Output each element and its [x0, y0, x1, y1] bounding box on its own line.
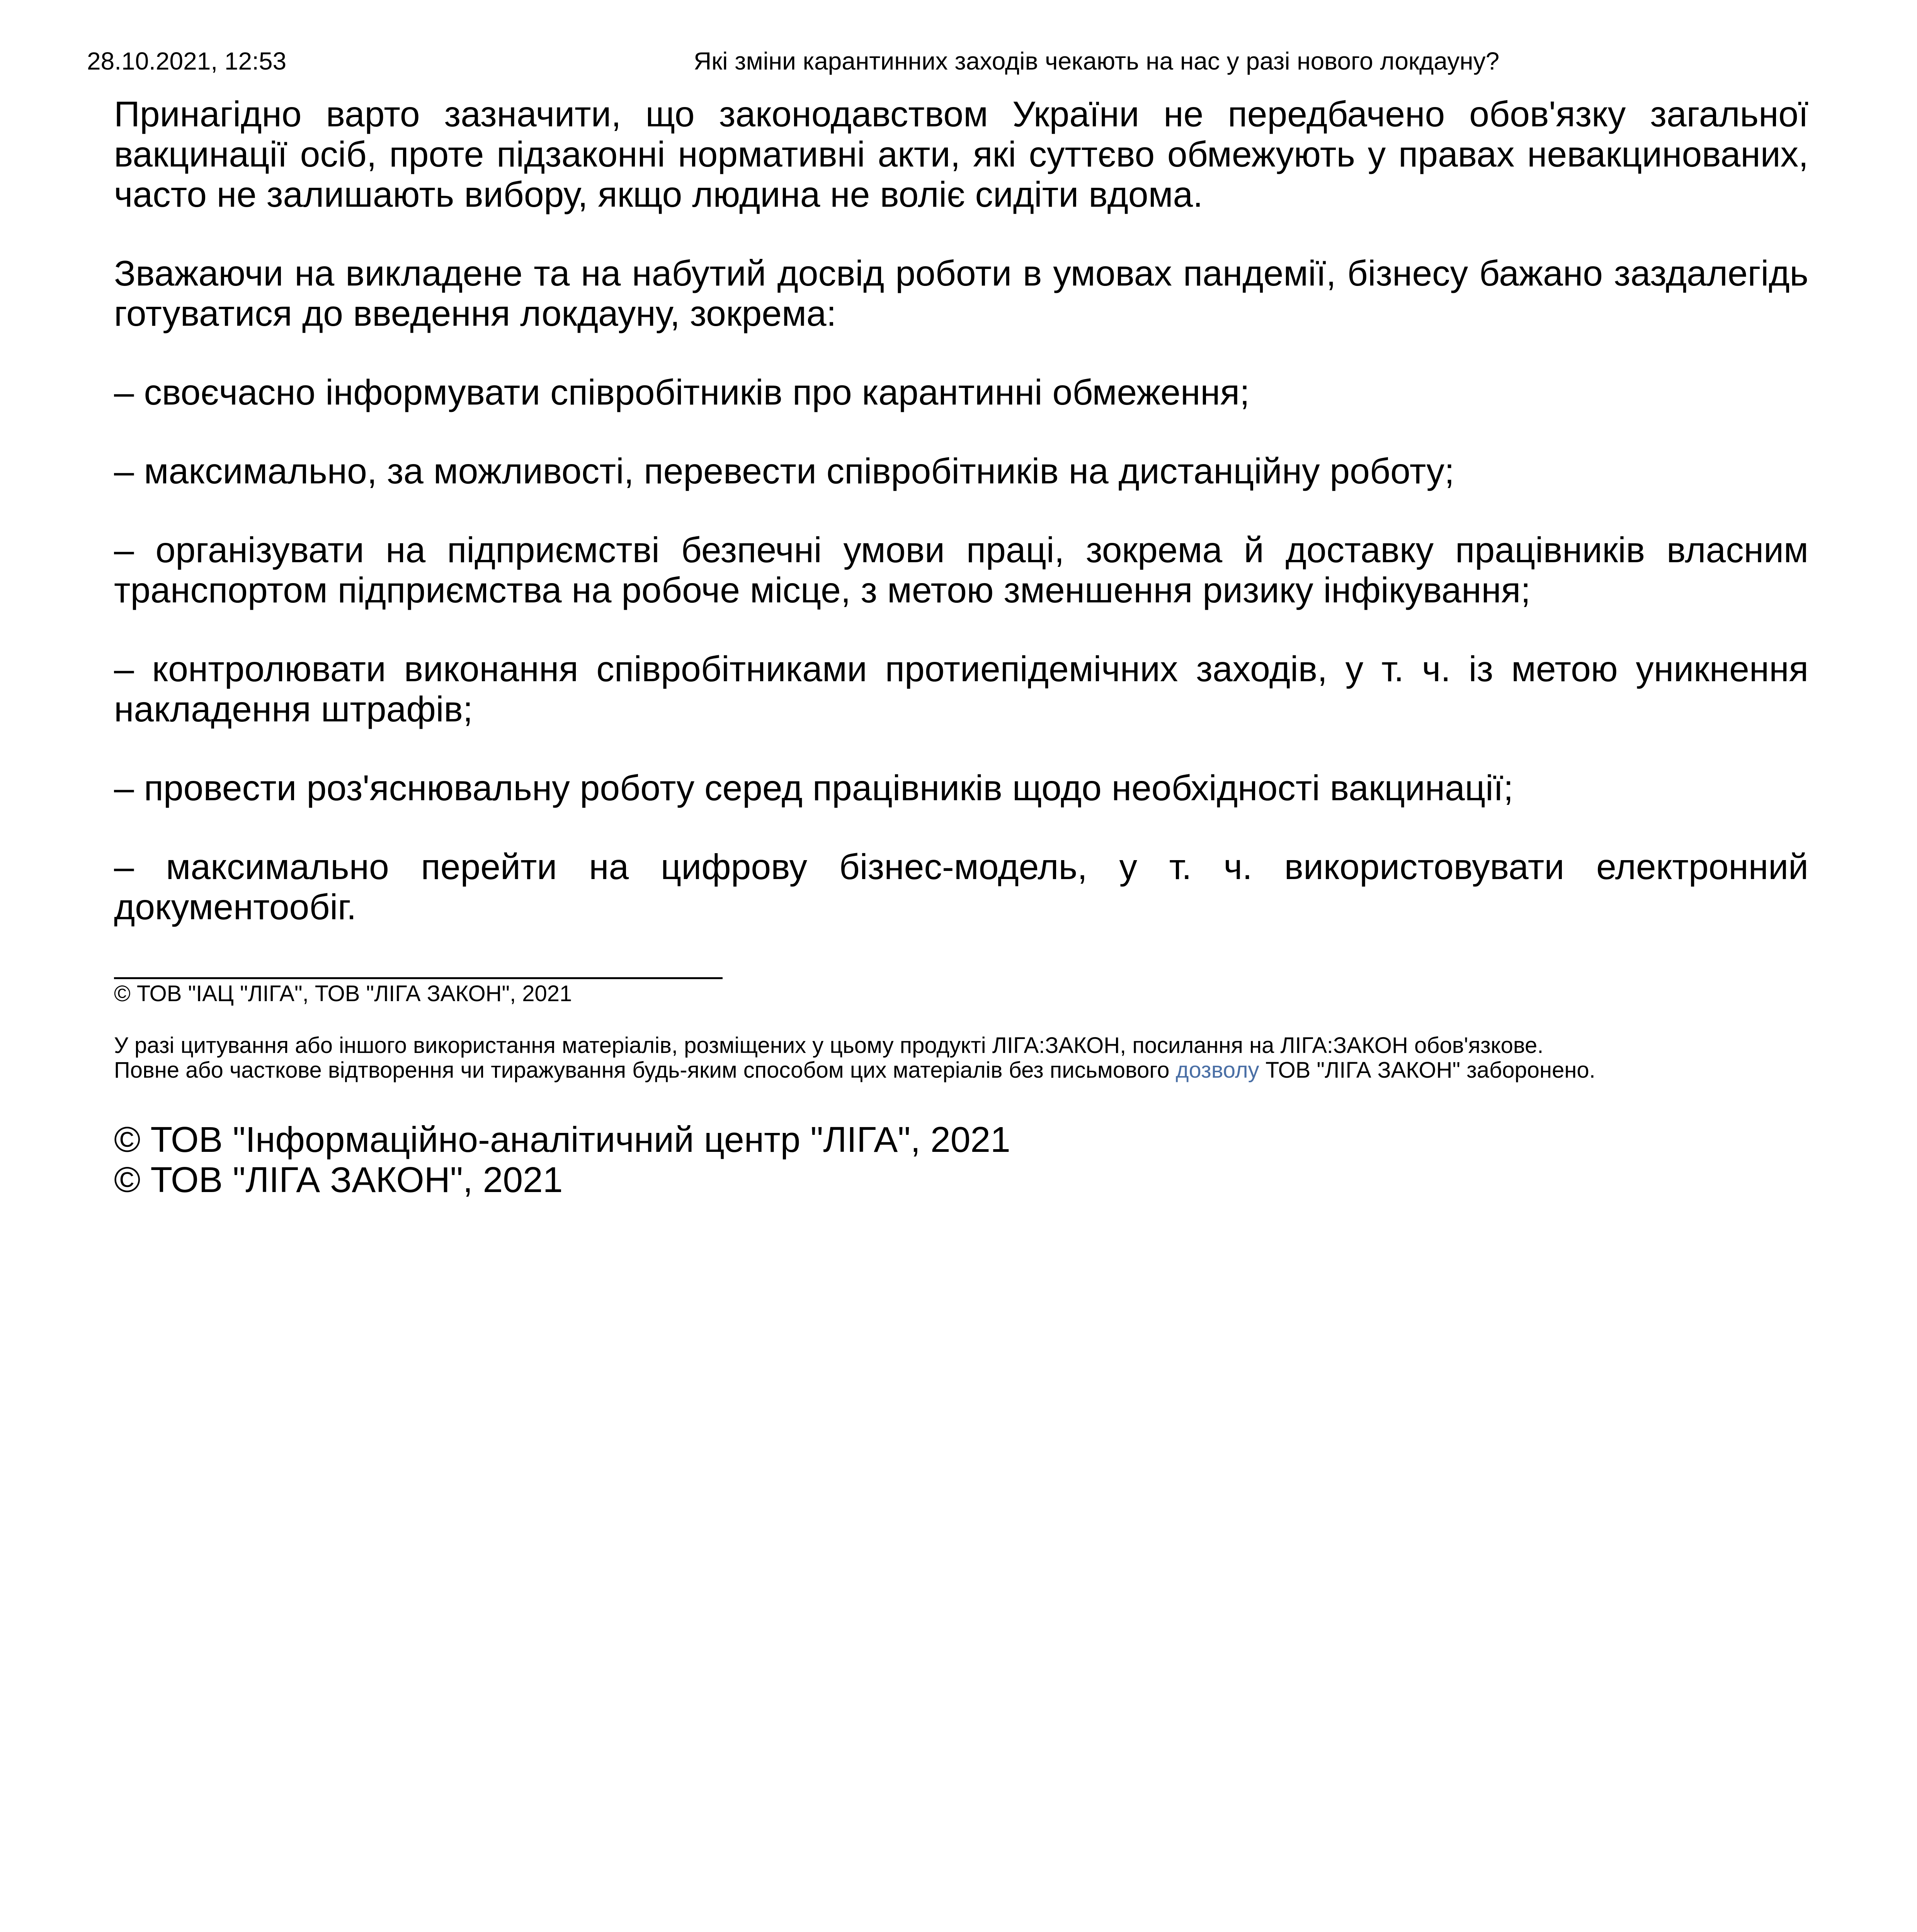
usage-notice-text-before: Повне або часткове відтворення чи тиражування будь-яким способом цих матеріалів без письмового: [114, 1058, 1170, 1083]
list-item-digital-model: – максимально перейти на цифрову бізнес-модель, у т. ч. використовувати електронний документообіг.: [114, 847, 1808, 927]
footnote-separator: [114, 977, 723, 979]
document-body: [114, 94, 1808, 1200]
usage-notice-line-1: У разі цитування або іншого використання матеріалів, розміщених у цьому продукті ЛІГА:ЗАКОН, посилання на ЛІГА:ЗАКОН обов'язкове.: [114, 1033, 1544, 1058]
usage-notice-line-2: [114, 1058, 1808, 1083]
paragraph-business-advice-intro: Зважаючи на викладене та на набутий досвід роботи в умовах пандемії, бізнесу бажано заздалегідь готуватися до введення локдауну, зокрема:: [114, 253, 1808, 333]
copyright-block: [114, 1119, 1808, 1200]
print-datetime: 28.10.2021, 12:53: [87, 47, 287, 75]
list-item-vaccination-explanation: – провести роз'яснювальну роботу серед працівників щодо необхідності вакцинації;: [114, 768, 1514, 808]
copyright-line-1: © ТОВ "Інформаційно-аналітичний центр "ЛІГА", 2021: [114, 1119, 1010, 1160]
list-item-inform-employees: – своєчасно інформувати співробітників про карантинні обмеження;: [114, 372, 1250, 412]
footnote-copyright: © ТОВ "ІАЦ "ЛІГА", ТОВ "ЛІГА ЗАКОН", 2021: [114, 981, 572, 1006]
permission-link[interactable]: дозволу: [1175, 1058, 1259, 1083]
usage-notice-text-after: ТОВ "ЛІГА ЗАКОН" заборонено.: [1265, 1058, 1596, 1083]
paragraph-vaccination-note: Принагідно варто зазначити, що законодавством України не передбачено обов'язку загальної вакцинації осіб, проте підзаконні нормативні акти, які суттєво обмежують у правах невакцинованих, часто не залишають вибору, якщо людина не воліє сидіти вдома.: [114, 94, 1808, 214]
list-item-safe-conditions: – організувати на підприємстві безпечні умови праці, зокрема й доставку працівників власним транспортом підприємства на робоче місце, з метою зменшення ризику інфікування;: [114, 530, 1808, 610]
list-item-control-measures: – контролювати виконання співробітниками протиепідемічних заходів, у т. ч. із метою уникнення накладення штрафів;: [114, 649, 1808, 729]
usage-notice: [114, 1033, 1808, 1083]
list-item-remote-work: – максимально, за можливості, перевести співробітників на дистанційну роботу;: [114, 451, 1454, 491]
copyright-line-2: © ТОВ "ЛІГА ЗАКОН", 2021: [114, 1160, 563, 1200]
print-page-title: Які зміни карантинних заходів чекають на нас у разі нового локдауну?: [694, 47, 1500, 75]
